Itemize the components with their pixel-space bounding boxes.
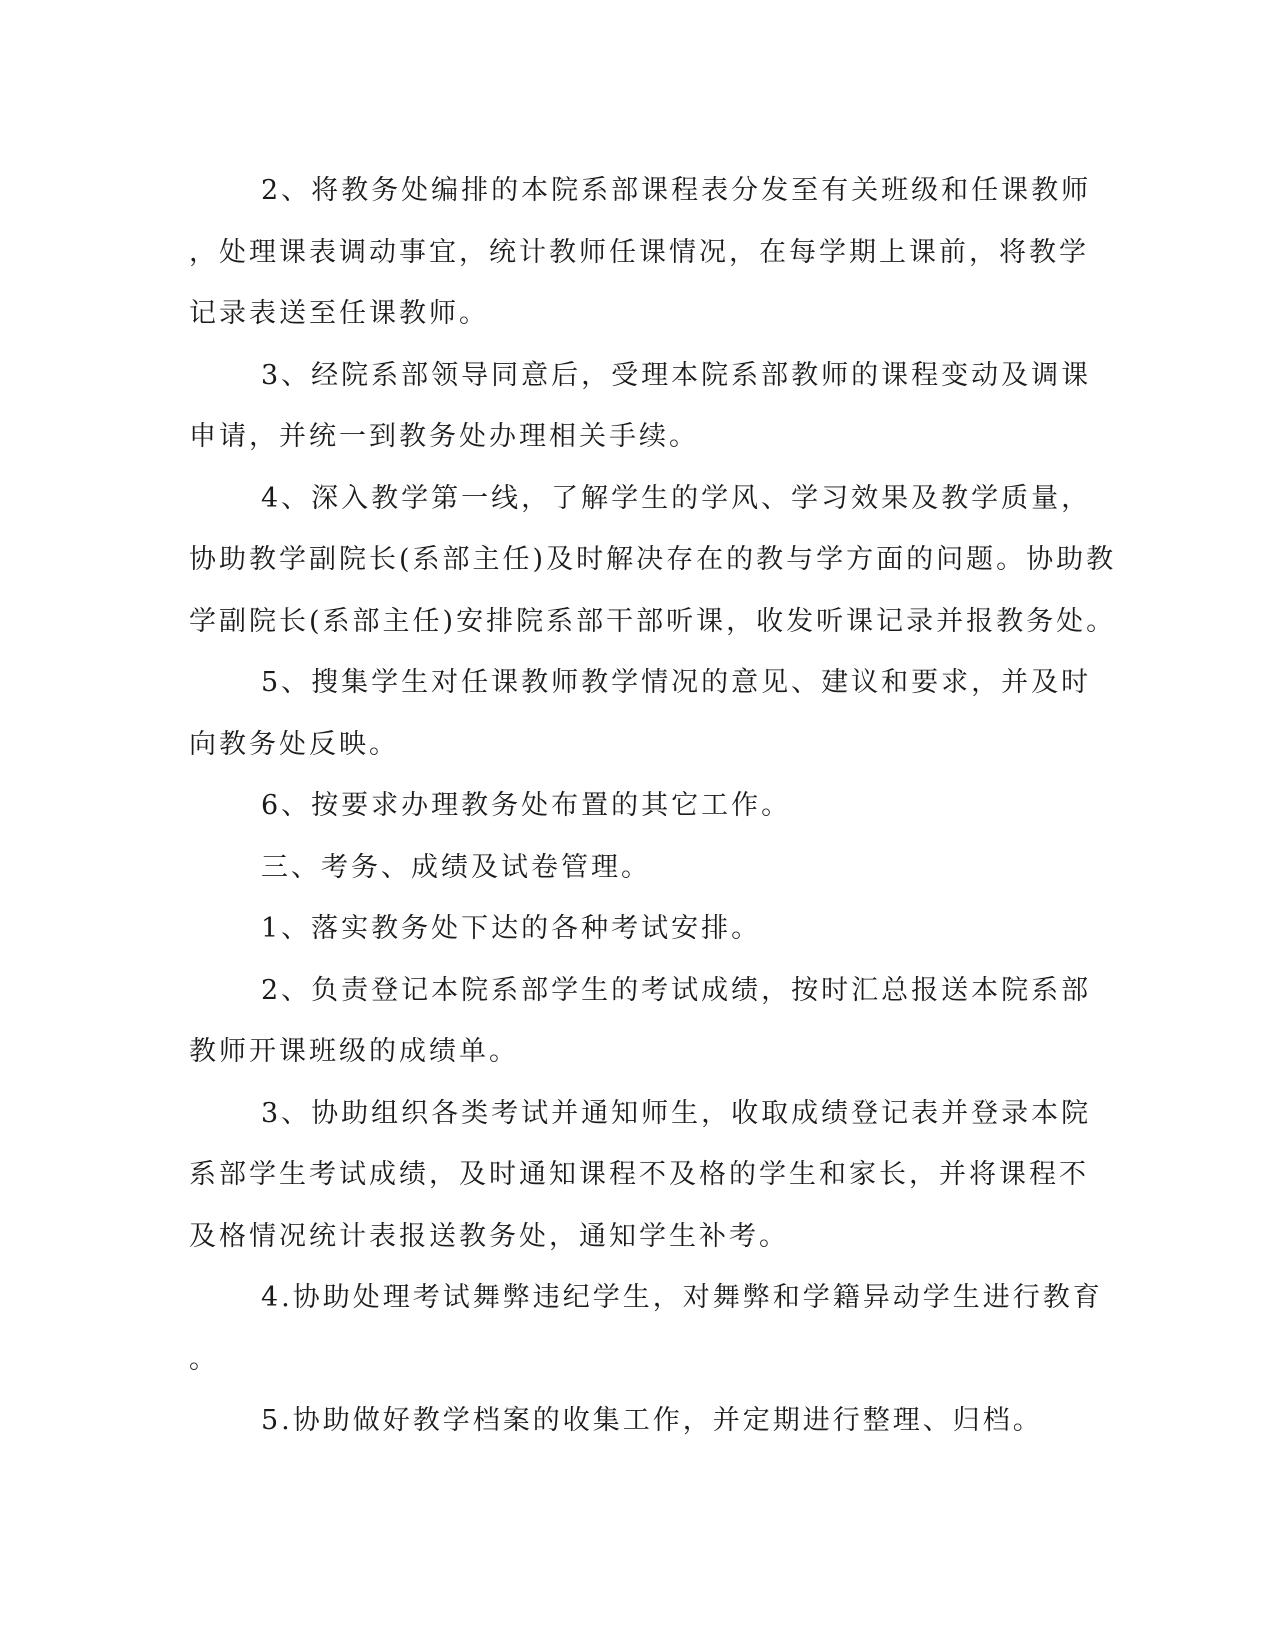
text-line-7: 协助教学副院长(系部主任)及时解决存在的教与学方面的问题。协助教	[189, 544, 1117, 575]
text-line-6: 4、深入教学第一线，了解学生的学风、学习效果及教学质量，	[261, 482, 1092, 514]
text-line-20: 。	[189, 1343, 219, 1375]
text-line-11: 6、按要求办理教务处布置的其它工作。	[261, 790, 792, 821]
text-line-17: 系部学生考试成绩，及时通知课程不及格的学生和家长，并将课程不	[189, 1159, 1089, 1190]
text-line-19: 4.协助处理考试舞弊违纪学生，对舞弊和学籍异动学生进行教育	[261, 1282, 1103, 1313]
text-line-16: 3、协助组织各类考试并通知师生，收取成绩登记表并登录本院	[261, 1097, 1092, 1129]
document-body	[189, 160, 1117, 1452]
text-line-18: 及格情况统计表报送教务处，通知学生补考。	[189, 1220, 789, 1252]
text-line-4: 3、经院系部领导同意后，受理本院系部教师的课程变动及调课	[261, 359, 1092, 391]
text-line-5: 申请，并统一到教务处办理相关手续。	[189, 421, 699, 452]
text-line-3: 记录表送至任课教师。	[189, 298, 489, 329]
section-heading: 三、考务、成绩及试卷管理。	[261, 851, 651, 883]
text-line-9: 5、搜集学生对任课教师教学情况的意见、建议和要求，并及时	[261, 667, 1092, 698]
text-line-14: 2、负责登记本院系部学生的考试成绩，按时汇总报送本院系部	[261, 974, 1092, 1006]
text-line-1: 2、将教务处编排的本院系部课程表分发至有关班级和任课教师	[261, 175, 1092, 206]
text-line-2: ，处理课表调动事宜，统计教师任课情况，在每学期上课前，将教学	[189, 236, 1089, 268]
text-line-10: 向教务处反映。	[189, 728, 399, 760]
text-line-13: 1、落实教务处下达的各种考试安排。	[261, 913, 762, 944]
text-line-8: 学副院长(系部主任)安排院系部干部听课，收发听课记录并报教务处。	[189, 605, 1117, 637]
text-line-21: 5.协助做好教学档案的收集工作，并定期进行整理、归档。	[261, 1405, 1043, 1436]
text-line-15: 教师开课班级的成绩单。	[189, 1036, 519, 1067]
